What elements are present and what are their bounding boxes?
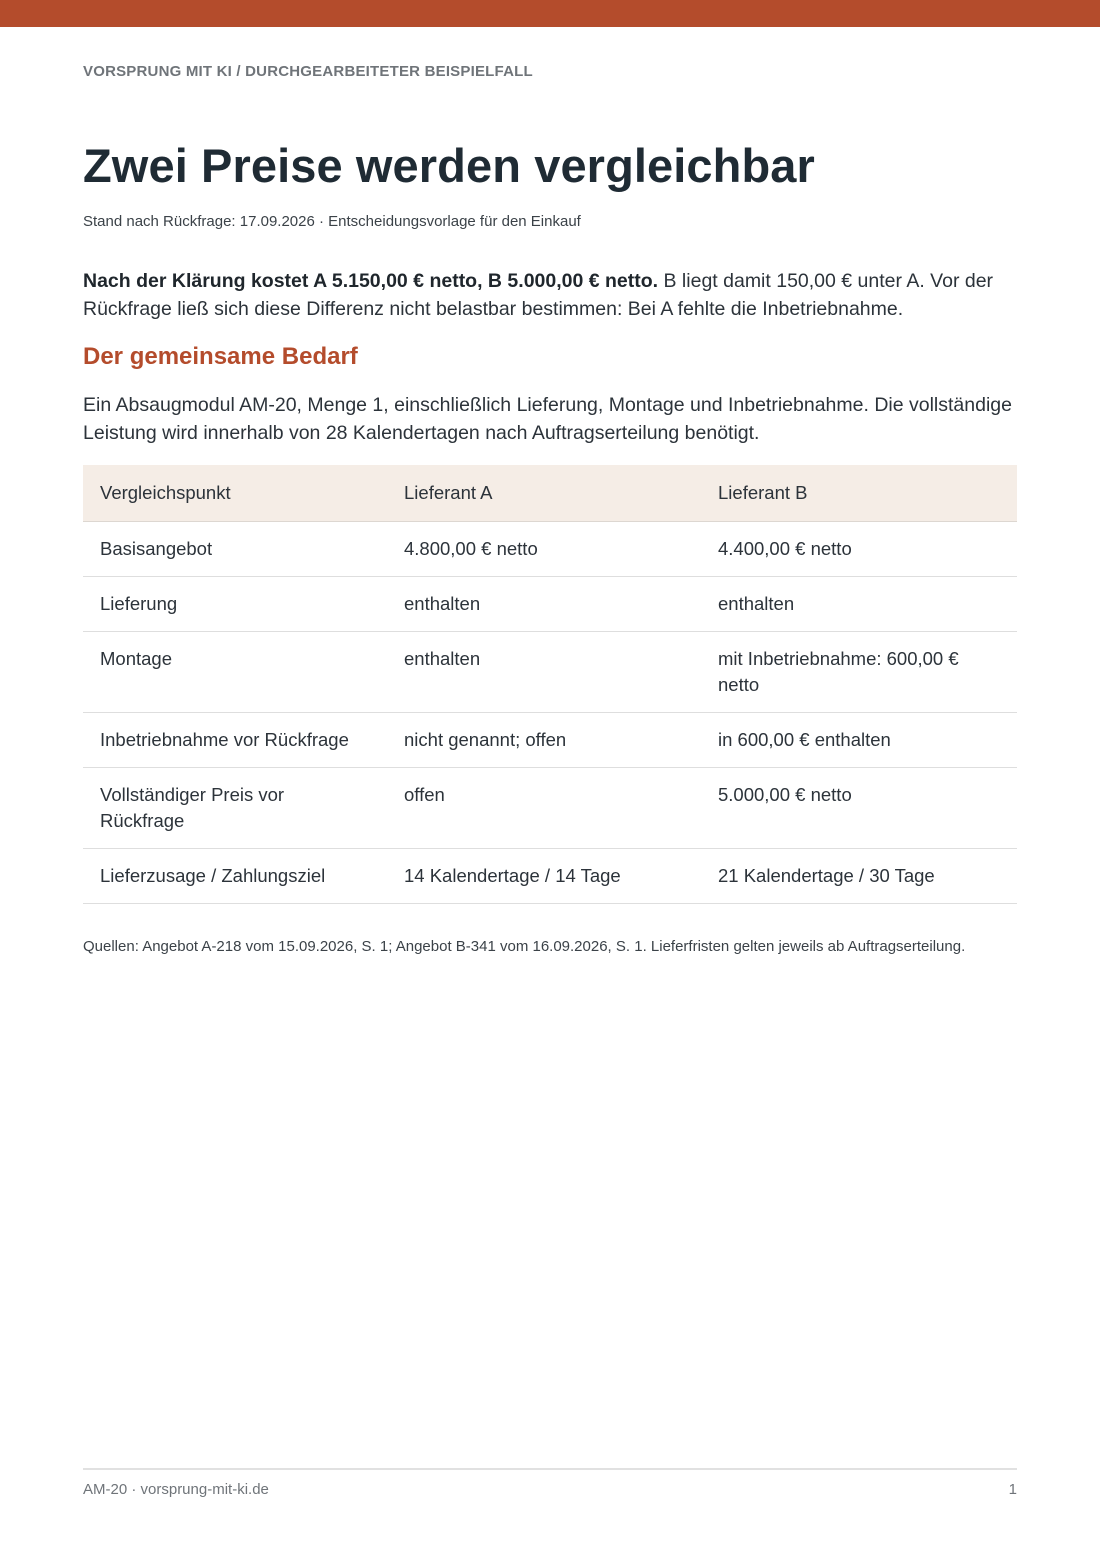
column-header-lieferant-a: Lieferant A <box>387 465 701 522</box>
table-cell: 4.800,00 € netto <box>387 522 701 577</box>
sources-note: Quellen: Angebot A-218 vom 15.09.2026, S. 1; Angebot B-341 vom 16.09.2026, S. 1. Lieferfristen gelten jeweils ab Auftragserteilung. <box>83 938 966 955</box>
table-cell: Inbetriebnahme vor Rückfrage <box>83 713 387 768</box>
lead-summary-rest: B liegt damit 150,00 € unter A. Vor der Rückfrage ließ sich diese Differenz nicht belastbar bestimmen: Bei A fehlte die Inbetriebnahme. <box>83 270 994 320</box>
footer-divider <box>83 1468 1017 1470</box>
table-cell: Lieferzusage / Zahlungsziel <box>83 849 387 904</box>
table-row <box>83 577 1017 632</box>
section-text: Ein Absaugmodul AM-20, Menge 1, einschließlich Lieferung, Montage und Inbetriebnahme. Die vollständige Leistung wird innerhalb von 28 Kalendertagen nach Auftragserteilung benötigt. <box>83 394 1012 444</box>
table-cell: enthalten <box>387 632 701 713</box>
table-cell: in 600,00 € enthalten <box>701 713 1017 768</box>
document-meta: Stand nach Rückfrage: 17.09.2026 · Entscheidungsvorlage für den Einkauf <box>83 213 581 230</box>
table-cell: enthalten <box>701 577 1017 632</box>
footer-text: AM-20 · vorsprung-mit-ki.de <box>83 1481 269 1498</box>
breadcrumb-kicker: VORSPRUNG MIT KI / DURCHGEARBEITETER BEISPIELFALL <box>83 63 533 80</box>
table-cell: offen <box>387 768 701 849</box>
table-row <box>83 849 1017 904</box>
table-cell: 21 Kalendertage / 30 Tage <box>701 849 1017 904</box>
table-row <box>83 522 1017 577</box>
section-heading: Der gemeinsame Bedarf <box>83 343 358 370</box>
page-title: Zwei Preise werden vergleichbar <box>83 139 815 192</box>
table-cell: 14 Kalendertage / 14 Tage <box>387 849 701 904</box>
table-cell: 4.400,00 € netto <box>701 522 1017 577</box>
table-cell: enthalten <box>387 577 701 632</box>
table-cell: Montage <box>83 632 387 713</box>
table-row <box>83 632 1017 713</box>
top-accent-bar <box>0 0 1100 27</box>
table-header-row <box>83 465 1017 522</box>
lead-summary-bold: Nach der Klärung kostet A 5.150,00 € netto, B 5.000,00 € netto. <box>83 270 659 292</box>
table-cell: nicht genannt; offen <box>387 713 701 768</box>
table-cell: Vollständiger Preis vor Rückfrage <box>83 768 387 849</box>
table-cell: Basisangebot <box>83 522 387 577</box>
table-row <box>83 713 1017 768</box>
column-header-vergleichspunkt: Vergleichspunkt <box>83 465 387 522</box>
column-header-lieferant-b: Lieferant B <box>701 465 1017 522</box>
table-cell: Lieferung <box>83 577 387 632</box>
lead-paragraph <box>83 267 1017 323</box>
table-cell: mit Inbetriebnahme: 600,00 € netto <box>701 632 1017 713</box>
comparison-table <box>83 465 1017 904</box>
table-cell: 5.000,00 € netto <box>701 768 1017 849</box>
table-row <box>83 768 1017 849</box>
page-number: 1 <box>1008 1481 1017 1498</box>
